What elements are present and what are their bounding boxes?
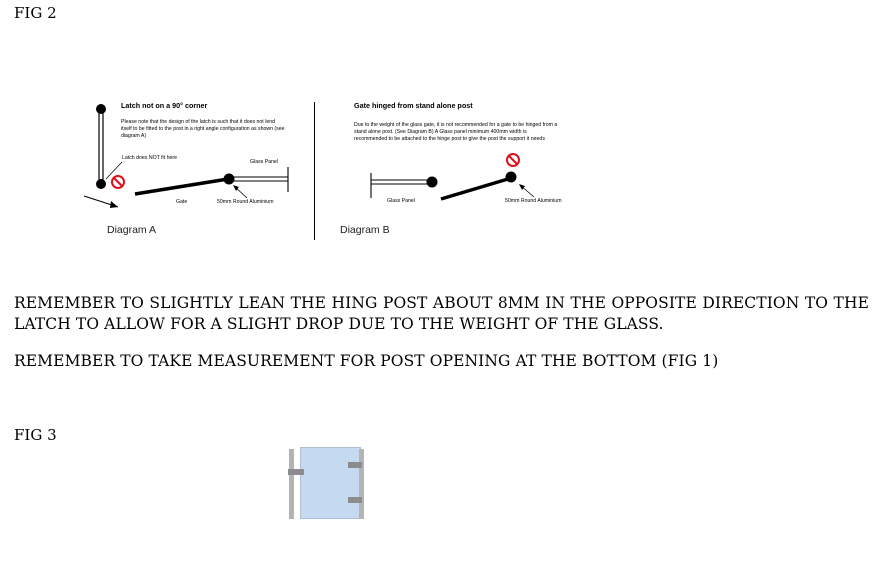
fig3-gate-illustration	[286, 446, 368, 522]
swing-arrow-icon	[84, 196, 118, 208]
right-post	[359, 449, 364, 519]
corner-post-dot	[96, 179, 106, 189]
diagram-b-caption: Diagram B	[340, 224, 390, 236]
fig3-label: FIG 3	[14, 426, 57, 444]
left-post	[289, 449, 294, 519]
top-post-dot	[96, 104, 106, 114]
latch-hardware-top	[348, 462, 362, 468]
lean-instruction-line1: REMEMBER TO SLIGHTLY LEAN THE HING POST ABOUT 8MM IN THE OPPOSITE DIRECTION TO THE	[14, 294, 869, 312]
diagram-b-title: Gate hinged from stand alone post	[354, 101, 473, 110]
diagram-b-post-label: 50mm Round Aluminium	[505, 198, 562, 204]
diagram-b-drawing	[315, 95, 585, 225]
prohibited-icon	[112, 176, 124, 188]
diagram-a-description: Please note that the design of the latch is such that it does not lend itself to be fitted to the post in a right angle configuration as shown (see diagram A)	[121, 119, 285, 139]
horizontal-glass-panel	[230, 167, 288, 192]
diagram-b-description: Due to the weight of the glass gate, it is not recommended for a gate to be hinged from a stand alone post. (See Diagram B) A Glass panel minimum 400mm width is recommended to be attached to the hinge post to give the post the support it needs	[354, 122, 558, 142]
fig2-label: FIG 2	[14, 4, 57, 22]
diagram-a-caption: Diagram A	[107, 224, 157, 236]
latch-hardware-bottom	[348, 497, 362, 503]
hinge-hardware	[288, 469, 304, 475]
glass-panel	[300, 447, 361, 519]
diagram-b-post-pointer-arrow-icon	[519, 184, 534, 197]
measure-instruction: REMEMBER TO TAKE MEASUREMENT FOR POST OPENING AT THE BOTTOM (FIG 1)	[14, 352, 719, 370]
gate-label: Gate	[176, 199, 188, 205]
diagram-a	[80, 95, 305, 245]
diagram-a-glass-label: Glass Panel	[250, 159, 278, 165]
diagram-b-glass-label: Glass Panel	[387, 198, 415, 204]
diagram-b-glass-panel	[371, 173, 429, 198]
vertical-glass-panel	[99, 111, 103, 181]
hinge-post-dot	[224, 174, 235, 185]
diagram-b-gate-line	[441, 179, 508, 199]
diagram-b	[315, 95, 585, 245]
diagram-a-title: Latch not on a 90° corner	[121, 101, 208, 110]
stand-alone-post-dot	[506, 172, 517, 183]
diagram-b-prohibited-icon	[507, 154, 519, 166]
lean-instruction-line2: LATCH TO ALLOW FOR A SLIGHT DROP DUE TO THE WEIGHT OF THE GLASS.	[14, 315, 664, 333]
diagram-a-drawing	[80, 95, 305, 225]
gate-line	[135, 179, 228, 194]
glass-post-dot	[427, 177, 438, 188]
diagram-a-post-label: 50mm Round Aluminium	[217, 199, 274, 205]
post-pointer-arrow-icon	[233, 185, 247, 198]
latch-note: Latch does NOT fit here	[122, 155, 177, 161]
